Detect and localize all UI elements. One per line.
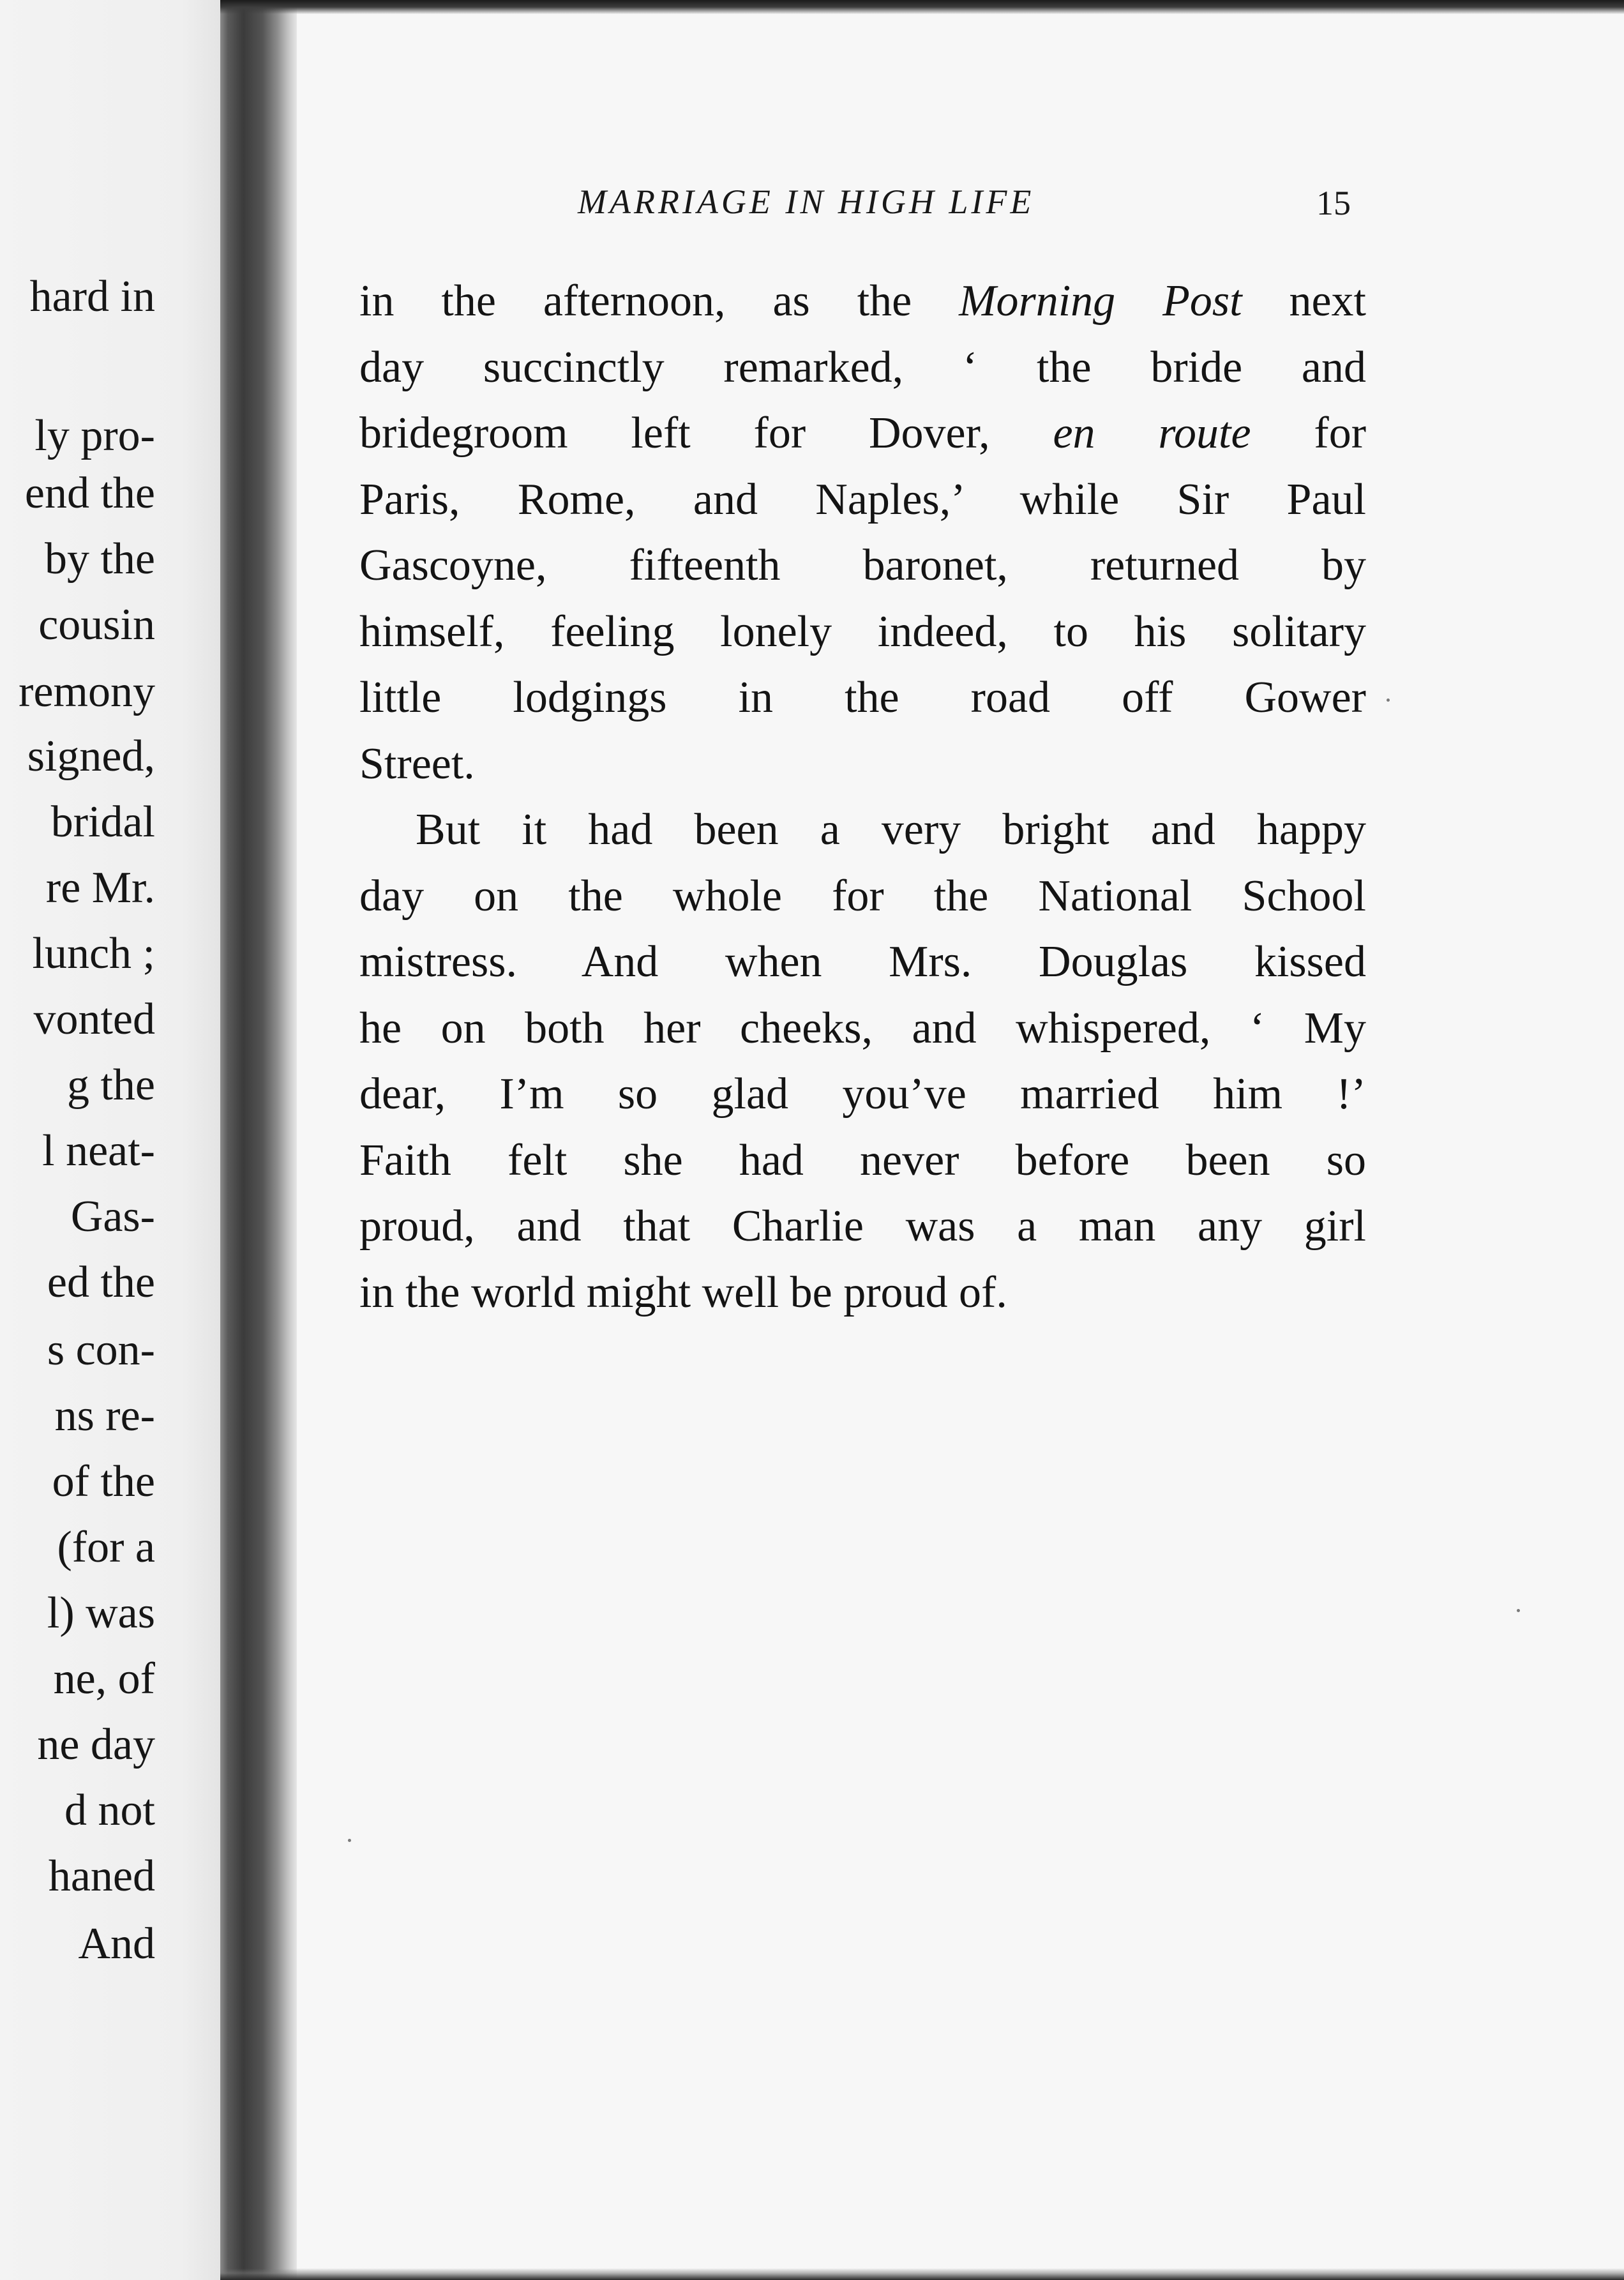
page-bottom-edge	[220, 2269, 1624, 2280]
left-fragment-line: s con-	[47, 1325, 155, 1375]
left-fragment-line: by the	[44, 534, 155, 584]
text-line: Gascoyne, fifteenth baronet, returned by	[359, 541, 1366, 590]
left-fragment-line: And	[78, 1919, 155, 1968]
text-line: proud, and that Charlie was a man any girl	[359, 1202, 1366, 1251]
running-head: MARRIAGE IN HIGH LIFE	[578, 183, 1035, 221]
text-line: in the world might well be proud of.	[359, 1267, 1007, 1317]
text-line: Street.	[359, 739, 475, 789]
left-fragment-line: ly pro-	[34, 411, 155, 460]
body-text	[359, 268, 1366, 1325]
left-fragment-line: cousin	[38, 600, 155, 649]
text-line: himself, feeling lonely indeed, to his solitary	[359, 607, 1366, 656]
left-fragment-line: ns re-	[54, 1391, 155, 1440]
text-line: But it had been a very bright and happy	[416, 805, 1366, 854]
left-fragment-line: signed,	[27, 732, 155, 781]
scan-speck	[1517, 1609, 1520, 1612]
left-fragment-line: (for a	[57, 1523, 155, 1572]
text-line: day succinctly remarked, ‘ the bride and	[359, 342, 1366, 392]
scan-speck	[1387, 698, 1390, 702]
left-page-fragment	[0, 0, 227, 2280]
left-fragment-line: re Mr.	[45, 863, 155, 912]
text-line: day on the whole for the National School	[359, 871, 1366, 921]
text-line: mistress. And when Mrs. Douglas kissed	[359, 937, 1366, 986]
left-fragment-line: lunch ;	[32, 929, 155, 978]
italic-phrase: en route	[1053, 409, 1251, 458]
left-fragment-line: end the	[24, 469, 155, 518]
text-line: bridegroom left for Dover, en route for	[359, 409, 1366, 458]
left-fragment-line: vonted	[33, 995, 155, 1044]
page-number: 15	[1316, 184, 1351, 222]
text-line: dear, I’m so glad you’ve married him !’	[359, 1069, 1366, 1119]
left-fragment-line: remony	[19, 667, 155, 716]
left-fragment-line: l) was	[47, 1589, 155, 1638]
left-fragment-line: l neat-	[42, 1126, 155, 1175]
page-top-edge	[220, 0, 1624, 14]
left-fragment-line: haned	[48, 1852, 155, 1901]
left-fragment-line: Gas-	[70, 1192, 155, 1241]
text-line: in the afternoon, as the Morning Post next	[359, 276, 1366, 326]
book-gutter-shadow	[220, 0, 297, 2280]
left-fragment-line: ed the	[47, 1258, 155, 1307]
left-fragment-line: ne day	[37, 1720, 155, 1769]
text-line: Faith felt she had never before been so	[359, 1135, 1366, 1185]
text-line: little lodgings in the road off Gower	[359, 673, 1366, 722]
left-fragment-line: bridal	[50, 797, 155, 847]
italic-title: Morning Post	[959, 276, 1242, 326]
text-line: he on both her cheeks, and whispered, ‘ My	[359, 1003, 1366, 1053]
left-fragment-line: g the	[66, 1061, 155, 1110]
text-line: Paris, Rome, and Naples,’ while Sir Paul	[359, 474, 1366, 524]
left-fragment-line: hard in	[29, 272, 155, 321]
left-fragment-line: d not	[64, 1786, 155, 1835]
scan-speck	[348, 1839, 351, 1842]
left-fragment-line: of the	[52, 1457, 155, 1506]
left-fragment-line: ne, of	[53, 1654, 155, 1703]
